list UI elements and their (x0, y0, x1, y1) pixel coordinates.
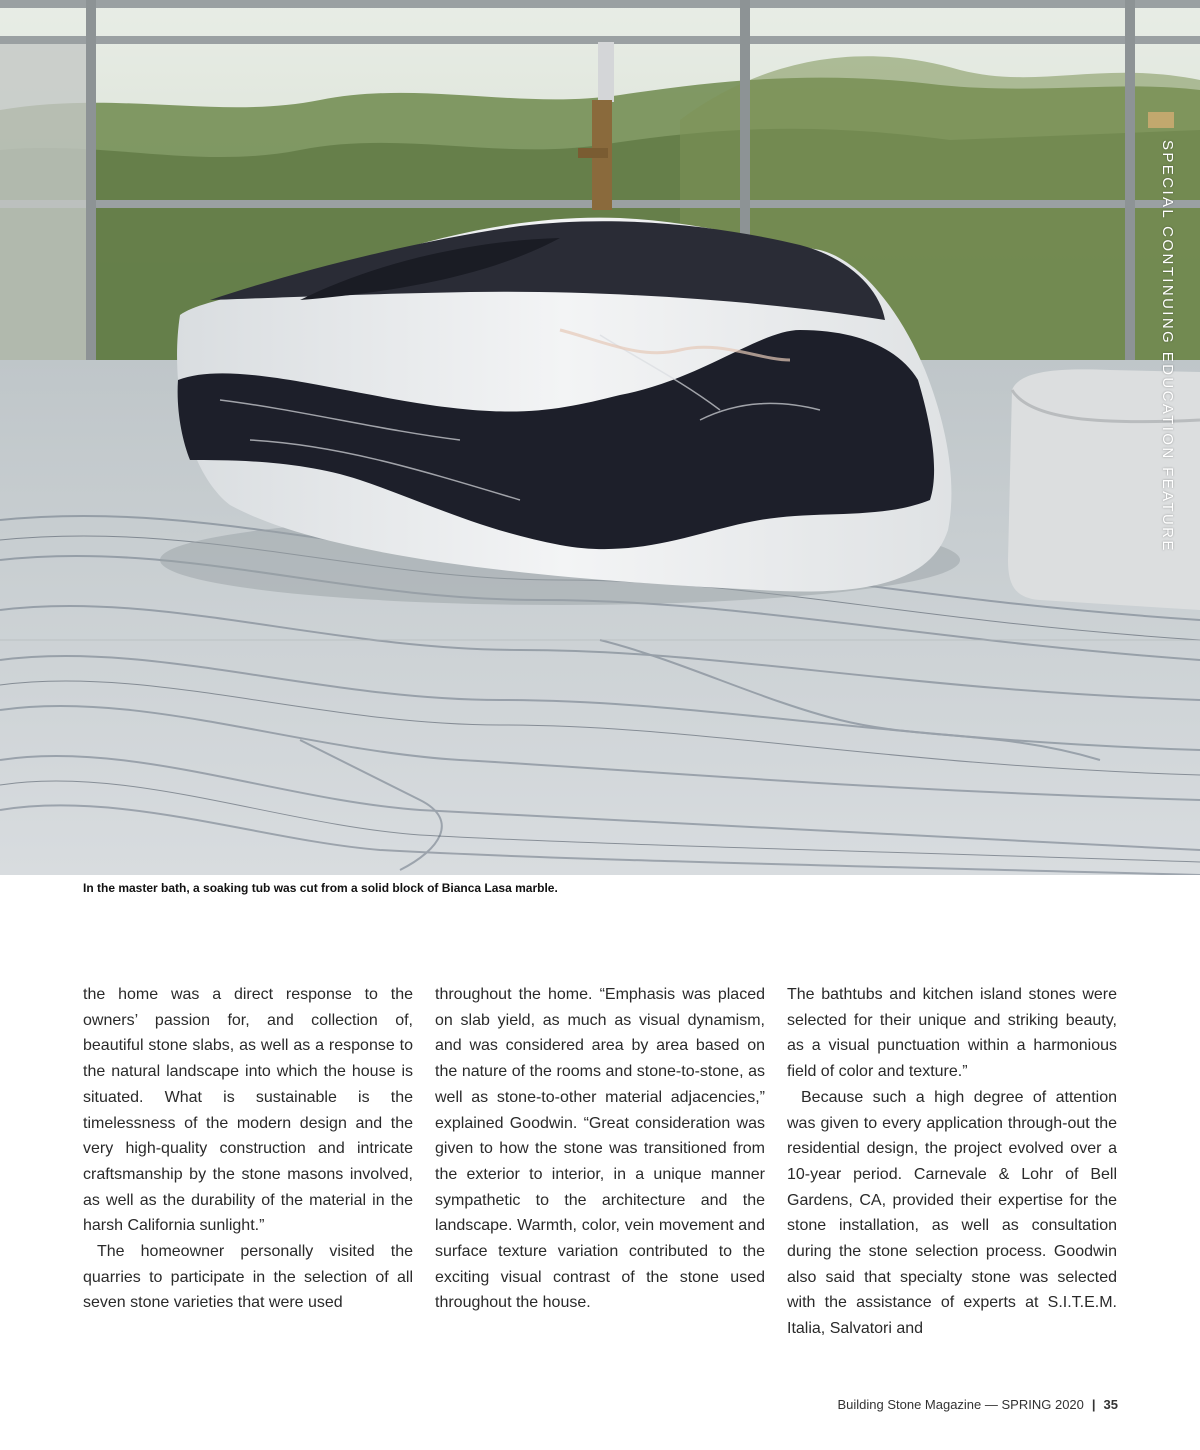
page-footer (837, 1397, 1118, 1412)
paragraph: Because such a high degree of attention was given to every application through-out the residential design, the project evolved over a 10-year period. Carnevale & Lohr of Bell Gardens, CA, provided their expertise for the stone installation, as well as consultation during the stone selection process. Goodwin also said that specialty stone was selected with the assistance of experts at S.I.T.E.M. Italia, Salvatori and (787, 1088, 1117, 1338)
paragraph: The homeowner personally visited the quarries to participate in the selection of all seven stone varieties that were used (83, 1243, 413, 1312)
text-column-3 (787, 982, 1117, 1342)
text-column-1 (83, 982, 413, 1316)
paragraph: throughout the home. “Emphasis was placed on slab yield, as much as visual dynamism, and was considered area by area based on the nature of the rooms and stone-to-stone, as well as stone-to-other material adjacencies,” explained Goodwin. “Great consideration was given to how the stone was transitioned from the exterior to interior, in a unique manner sympathetic to the architecture and the landscape. Warmth, color, vein movement and surface texture variation contributed to the exciting visual contrast of the stone used throughout the house. (435, 986, 765, 1312)
section-label: SPECIAL CONTINUING EDUCATION FEATURE (1159, 140, 1176, 553)
section-tab-marker (1148, 112, 1174, 128)
page-number: 35 (1103, 1397, 1118, 1412)
paragraph: the home was a direct response to the owners’ passion for, and collection of, beautiful stone slabs, as well as a response to the natural landscape into which the house is situated. What is sustainable is the timelessness of the modern design and the very high-quality construction and intricate craftsmanship by the stone masons involved, as well as the durability of the material in the harsh California sunlight.” (83, 986, 413, 1235)
text-column-2 (435, 982, 765, 1316)
publication-name: Building Stone Magazine — (837, 1397, 998, 1412)
photo-caption: In the master bath, a soaking tub was cut from a solid block of Bianca Lasa marble. (83, 881, 558, 895)
paragraph: The bathtubs and kitchen island stones were selected for their unique and striking beauty, as a visual punctuation within a harmonious field of color and texture.” (787, 986, 1117, 1081)
footer-divider: | (1091, 1397, 1096, 1412)
issue-name: SPRING 2020 (1001, 1397, 1084, 1412)
